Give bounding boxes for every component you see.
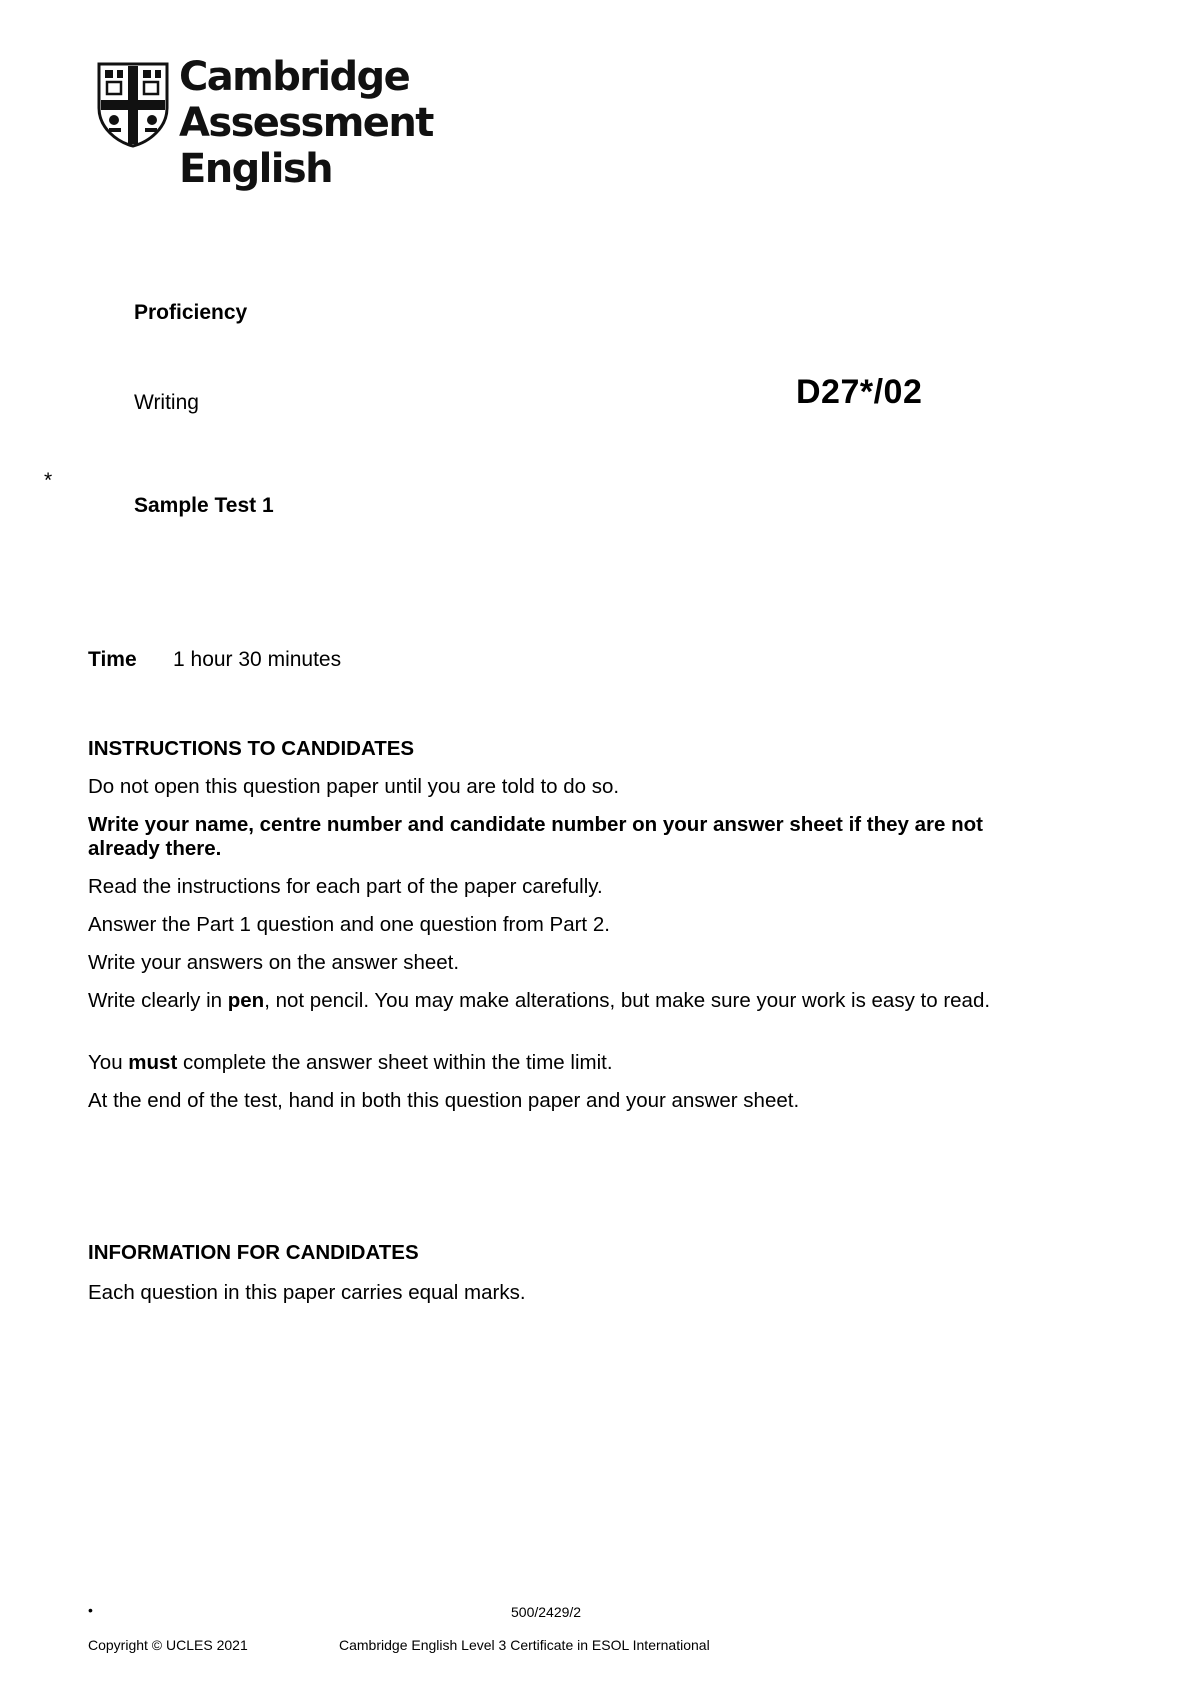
information-heading: INFORMATION FOR CANDIDATES — [88, 1241, 419, 1264]
instruction-line-3: Read the instructions for each part of the paper carefully. — [88, 875, 603, 898]
instruction-line-6 — [88, 989, 1038, 1013]
instruction-line-6-emphasis: pen — [227, 989, 265, 1012]
instruction-line-7-emphasis: must — [128, 1051, 178, 1074]
footer-reference: 500/2429/2 — [511, 1604, 582, 1620]
instruction-line-7 — [88, 1051, 1038, 1075]
instructions-heading: INSTRUCTIONS TO CANDIDATES — [88, 737, 415, 760]
paper-label: Writing — [134, 391, 199, 414]
instruction-line-2: Write your name, centre number and candidate number on your answer sheet if they are not already there. — [88, 813, 983, 860]
test-name: Sample Test 1 — [134, 494, 274, 517]
instruction-line-6-end: , not pencil. You may make alterations, but make sure your work is easy to read. — [264, 989, 991, 1012]
level-label: Proficiency — [134, 301, 248, 324]
paper-code: D27*/02 — [796, 373, 923, 411]
information-line-1: Each question in this paper carries equal marks. — [88, 1281, 526, 1304]
instruction-line-8: At the end of the test, hand in both this question paper and your answer sheet. — [88, 1089, 800, 1112]
footer-copyright: Copyright © UCLES 2021 — [88, 1637, 248, 1653]
instruction-line-4: Answer the Part 1 question and one question from Part 2. — [88, 913, 610, 936]
instruction-line-7-start: You — [88, 1051, 129, 1074]
time-value: 1 hour 30 minutes — [173, 648, 342, 671]
instruction-line-5: Write your answers on the answer sheet. — [88, 951, 460, 974]
university-crest-icon — [97, 62, 169, 148]
brand-name-line2: English — [179, 146, 332, 192]
brand-name-line1: Cambridge Assessment — [179, 54, 433, 146]
instruction-line-6-start: Write clearly in — [88, 989, 228, 1012]
instruction-line-7-end: complete the answer sheet within the time limit. — [177, 1051, 613, 1074]
footer-dot: • — [88, 1602, 93, 1618]
time-label: Time — [88, 648, 137, 671]
footer-qualification: Cambridge English Level 3 Certificate in ESOL International — [339, 1637, 710, 1653]
asterisk-mark: * — [44, 469, 53, 492]
instruction-line-1: Do not open this question paper until you are told to do so. — [88, 775, 620, 798]
cambridge-logo — [97, 54, 617, 192]
